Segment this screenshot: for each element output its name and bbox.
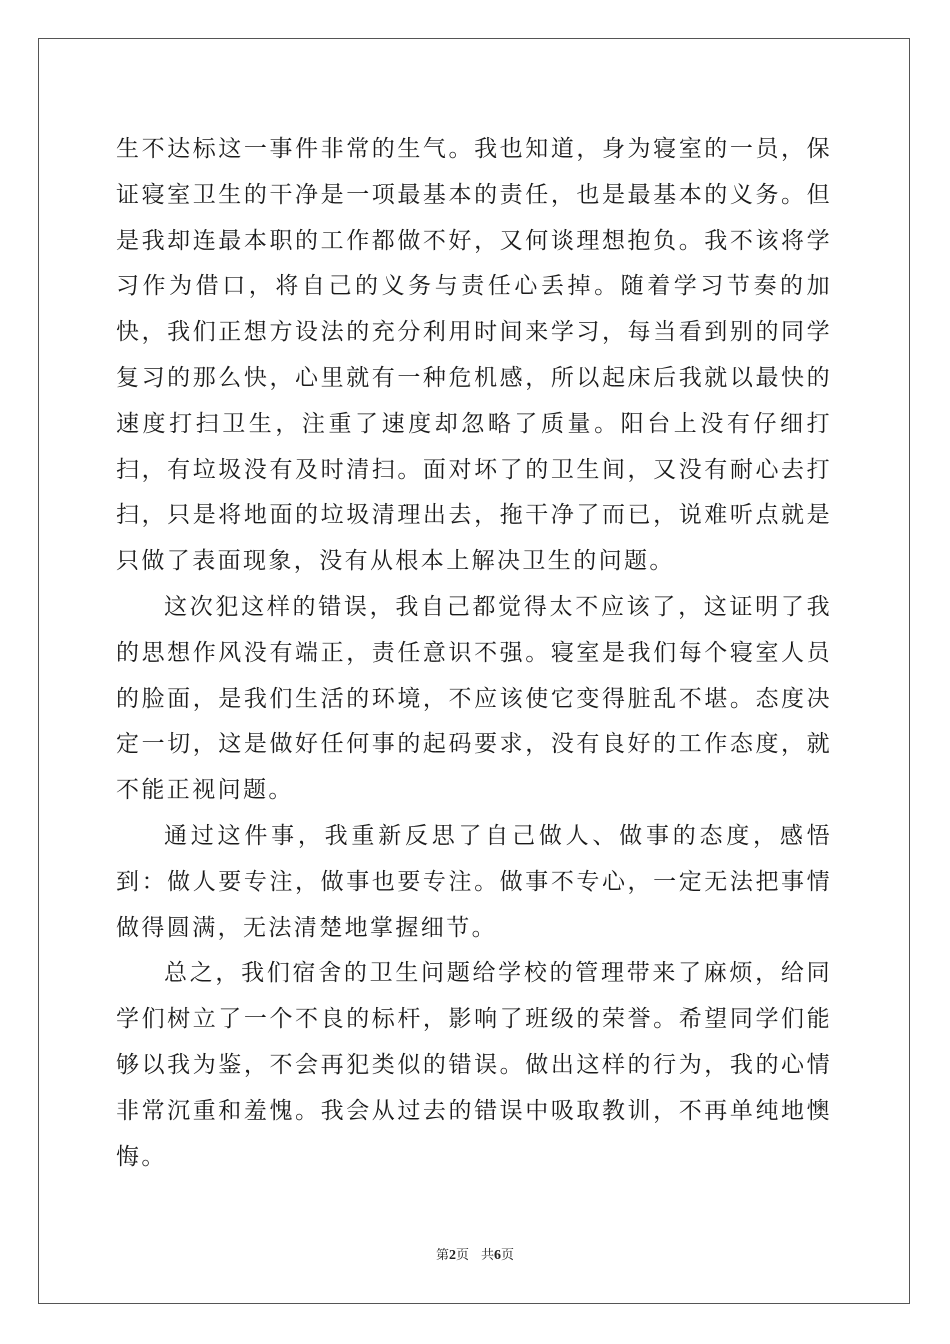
page-number: 2 [448, 1248, 456, 1263]
page-footer [0, 1244, 950, 1264]
document-body [116, 127, 832, 1180]
total-suffix: 页 [501, 1248, 515, 1263]
total-prefix: 共 [481, 1248, 495, 1263]
paragraph: 这次犯这样的错误，我自己都觉得太不应该了，这证明了我的思想作风没有端正，责任意识不强。寝室是我们每个寝室人员的脸面，是我们生活的环境，不应该使它变得脏乱不堪。态度决定一切，这是做好任何事的起码要求，没有良好的工作态度，就不能正视问题。 [116, 593, 832, 804]
paragraph: 总之，我们宿舍的卫生问题给学校的管理带来了麻烦，给同学们树立了一个不良的标杆，影响了班级的荣誉。希望同学们能够以我为鉴，不会再犯类似的错误。做出这样的行为，我的心情非常沉重和羞愧。我会从过去的错误中吸取教训，不再单纯地懊悔。 [116, 960, 832, 1170]
page-suffix: 页 [455, 1248, 469, 1263]
paragraph: 通过这件事，我重新反思了自己做人、做事的态度，感悟到：做人要专注，做事也要专注。做事不专心，一定无法把事情做得圆满，无法清楚地掌握细节。 [116, 822, 832, 941]
page-prefix: 第 [435, 1248, 449, 1263]
total-pages: 6 [494, 1248, 502, 1263]
paragraph-continued: 生不达标这一事件非常的生气。我也知道，身为寝室的一员，保证寝室卫生的干净是一项最基本的责任，也是最基本的义务。但是我却连最本职的工作都做不好，又何谈理想抱负。我不该将学习作为借口，将自己的义务与责任心丢掉。随着学习节奏的加快，我们正想方设法的充分利用时间来学习，每当看到别的同学复习的那么快，心里就有一种危机感，所以起床后我就以最快的速度打扫卫生，注重了速度却忽略了质量。阳台上没有仔细打扫，有垃圾没有及时清扫。面对坏了的卫生间，又没有耐心去打扫，只是将地面的垃圾清理出去，拖干净了而已，说难听点就是只做了表面现象，没有从根本上解决卫生的问题。 [116, 136, 832, 575]
